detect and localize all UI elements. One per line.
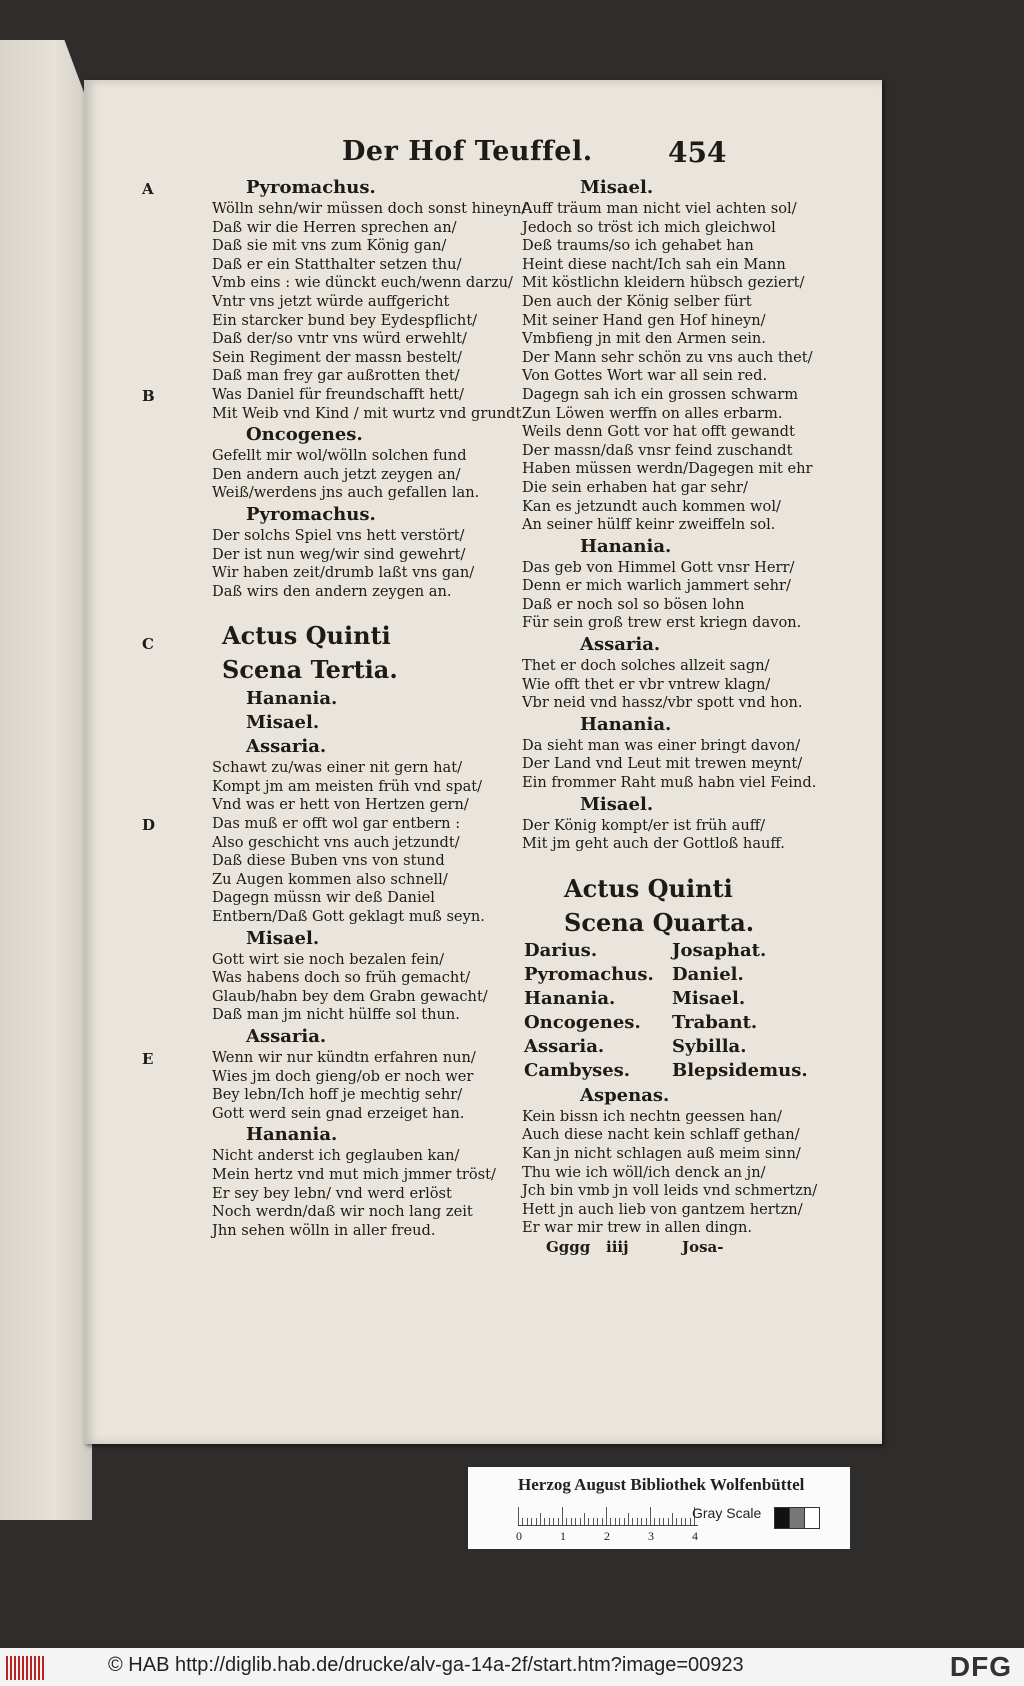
verse-line bbox=[436, 755, 803, 774]
verse-text: Der ist nun weg/wir sind gewehrt/ bbox=[212, 545, 466, 563]
ruler-tick bbox=[690, 1518, 691, 1525]
verse-line bbox=[436, 404, 783, 424]
speaker-name bbox=[436, 633, 766, 657]
verse-line bbox=[436, 497, 781, 517]
speaker-label: Misael. bbox=[580, 177, 654, 198]
speaker-label: Assaria. bbox=[246, 1026, 327, 1047]
verse-text: Mit Weib vnd Kind / mit wurtz vnd grundt. bbox=[212, 404, 526, 422]
scene-heading bbox=[436, 906, 766, 940]
verse-text: Weiß/werdens jns auch gefallen lan. bbox=[212, 484, 480, 502]
verse-line bbox=[436, 218, 776, 238]
ruler-tick bbox=[681, 1518, 682, 1525]
verse-text: Daß wir die Herren sprechen an/ bbox=[212, 218, 457, 236]
margin-marker: C bbox=[142, 635, 154, 654]
ruler-tick bbox=[632, 1518, 633, 1525]
verse-line bbox=[126, 404, 526, 424]
speaker-name bbox=[126, 1123, 456, 1147]
verse-text: Gott werd sein gnad erzeiget han. bbox=[212, 1104, 465, 1122]
verse-line bbox=[126, 545, 466, 565]
verse-text: Die sein erhaben hat gar sehr/ bbox=[522, 478, 748, 496]
verse-line bbox=[436, 596, 766, 615]
ruler-tick bbox=[646, 1518, 647, 1525]
verse-line bbox=[126, 796, 469, 815]
ruler-tick bbox=[615, 1518, 616, 1525]
ruler-tick bbox=[549, 1518, 550, 1525]
verse-line bbox=[436, 367, 766, 386]
ruler-tick bbox=[553, 1518, 554, 1525]
verse-text: Thet er doch solches allzeit sagn/ bbox=[522, 657, 770, 675]
ruler-tick bbox=[610, 1518, 611, 1525]
verse-line bbox=[126, 1203, 473, 1222]
verse-text: Daß er noch sol so bösen lohn bbox=[522, 595, 745, 613]
verse-text: Vmb eins : wie dünckt euch/wenn darzu/ bbox=[212, 274, 513, 292]
verse-line bbox=[126, 330, 467, 349]
verse-text: Dagegn sah ich ein grossen schwarm bbox=[522, 385, 799, 403]
verse-text: Bey lebn/Ich hoff je mechtig sehr/ bbox=[212, 1086, 463, 1104]
verse-text: Von Gottes Wort war all sein red. bbox=[522, 367, 768, 385]
speaker-name bbox=[436, 793, 766, 817]
verse-text: Kompt jm am meisten früh vnd spat/ bbox=[212, 777, 483, 795]
verse-text: Der Mann sehr schön zu vns auch thet/ bbox=[522, 348, 813, 366]
verse-text: Wölln sehn/wir müssen doch sonst hineyn/ bbox=[212, 200, 527, 217]
ruler-tick bbox=[619, 1518, 620, 1525]
verse-line bbox=[436, 675, 771, 695]
verse-text: Daß man jm nicht hülffe sol thun. bbox=[212, 1006, 460, 1024]
gray-swatch-black bbox=[774, 1507, 790, 1529]
book-page bbox=[84, 80, 882, 1444]
cast-row bbox=[436, 1036, 766, 1060]
verse-line bbox=[126, 777, 483, 797]
speaker-label: Assaria. bbox=[580, 634, 661, 656]
ruler-tick bbox=[571, 1518, 572, 1525]
spacer bbox=[126, 601, 456, 619]
cast-name: Pyromachus. bbox=[524, 963, 654, 985]
scene-heading bbox=[126, 619, 456, 653]
verse-text: Ein frommer Raht muß habn viel Feind. bbox=[522, 774, 817, 792]
speaker-label: Hanania. bbox=[246, 1124, 338, 1146]
ruler-tick bbox=[580, 1518, 581, 1525]
verse-line bbox=[126, 348, 462, 368]
ruler-number: 3 bbox=[648, 1529, 654, 1543]
ruler-tick bbox=[676, 1518, 677, 1525]
heading-text: Scena Quarta. bbox=[564, 907, 755, 937]
verse-text: Er sey bey lebn/ vnd werd erlöst bbox=[212, 1184, 452, 1202]
ruler-tick bbox=[602, 1518, 603, 1525]
verse-text: Der König kompt/er ist früh auff/ bbox=[522, 816, 765, 834]
verse-text: Das muß er offt wol gar entbern : bbox=[212, 815, 461, 833]
verse-text: Daß diese Buben vns von stund bbox=[212, 852, 445, 870]
cast-row bbox=[436, 1059, 808, 1084]
verse-line bbox=[436, 1219, 766, 1238]
verse-line bbox=[126, 526, 465, 546]
cast-name: Josaphat. bbox=[672, 939, 767, 961]
running-header bbox=[84, 136, 882, 176]
verse-text: Das geb von Himmel Gott vnsr Herr/ bbox=[522, 558, 795, 576]
verse-line bbox=[436, 1182, 818, 1201]
verse-text: Gott wirt sie noch bezalen fein/ bbox=[212, 950, 445, 968]
ruler-tick bbox=[558, 1518, 559, 1525]
ruler-tick bbox=[672, 1513, 673, 1525]
ruler-tick bbox=[544, 1518, 545, 1525]
margin-marker: A bbox=[142, 180, 154, 198]
cast-name: Blepsidemus. bbox=[672, 1059, 808, 1081]
verse-text: Er war mir trew in allen dingn. bbox=[522, 1219, 753, 1237]
speaker-label: Hanania. bbox=[246, 688, 338, 710]
ruler-tick bbox=[584, 1513, 585, 1525]
verse-text: Noch werdn/daß wir noch lang zeit bbox=[212, 1203, 473, 1221]
ruler-tick bbox=[588, 1518, 589, 1525]
spacer bbox=[436, 854, 766, 872]
margin-marker: B bbox=[142, 386, 155, 405]
verse-line bbox=[126, 385, 464, 405]
verse-text: Der Land vnd Leut mit trewen meynt/ bbox=[522, 755, 803, 773]
verse-line bbox=[126, 969, 471, 988]
verse-line bbox=[436, 200, 797, 219]
ruler-number: 4 bbox=[692, 1529, 698, 1543]
facing-page-edge bbox=[0, 40, 92, 1520]
verse-line bbox=[436, 614, 802, 633]
cast-row bbox=[436, 1012, 766, 1036]
ruler-tick bbox=[668, 1518, 669, 1525]
verse-text: Entbern/Daß Gott geklagt muß seyn. bbox=[212, 908, 485, 926]
cast-row bbox=[436, 964, 766, 988]
verse-line bbox=[436, 237, 766, 256]
verse-line bbox=[126, 447, 467, 466]
verse-line bbox=[436, 694, 803, 713]
ruler-tick bbox=[628, 1513, 629, 1525]
verse-line bbox=[126, 759, 462, 778]
speaker-name bbox=[436, 535, 766, 559]
ruler-tick bbox=[566, 1518, 567, 1525]
speaker-label: Misael. bbox=[246, 712, 320, 734]
verse-line bbox=[126, 583, 456, 602]
cast-name: Darius. bbox=[524, 939, 598, 961]
verse-text: Da sieht man was einer bringt davon/ bbox=[522, 736, 801, 754]
verse-line bbox=[436, 1164, 766, 1183]
color-scale-card bbox=[468, 1467, 850, 1549]
signature-mark: Gggg bbox=[546, 1237, 591, 1256]
heading-text: Actus Quinti bbox=[564, 873, 733, 903]
verse-line bbox=[436, 577, 791, 596]
speaker-name bbox=[126, 176, 456, 200]
speaker-label: Pyromachus. bbox=[246, 177, 376, 198]
footer-url[interactable]: © HAB http://diglib.hab.de/drucke/alv-ga-14a-2f/start.htm?image=00923 bbox=[108, 1654, 744, 1676]
verse-text: Glaub/habn bey dem Grabn gewacht/ bbox=[212, 987, 488, 1005]
cast-name: Trabant. bbox=[672, 1011, 758, 1033]
cast-row bbox=[436, 940, 766, 964]
verse-text: Dagegn müssn wir deß Daniel bbox=[212, 889, 435, 907]
heading-text: Scena Tertia. bbox=[222, 655, 398, 685]
ruler-number: 1 bbox=[560, 1529, 566, 1543]
verse-line bbox=[126, 871, 456, 890]
verse-line bbox=[436, 255, 786, 275]
cast-name: Daniel. bbox=[672, 963, 744, 985]
verse-line bbox=[126, 833, 460, 853]
speaker-name bbox=[126, 1025, 456, 1049]
verse-line bbox=[126, 1006, 460, 1025]
signature-line bbox=[436, 1238, 766, 1260]
verse-text: Mit seiner Hand gen Hof hineyn/ bbox=[522, 311, 766, 329]
verse-line bbox=[436, 1107, 782, 1127]
verse-line bbox=[126, 293, 456, 312]
verse-text: Auff träum man nicht viel achten sol/ bbox=[522, 200, 797, 217]
verse-line bbox=[436, 479, 766, 498]
cast-name: Cambyses. bbox=[524, 1059, 631, 1081]
verse-line bbox=[436, 1126, 800, 1145]
ruler-tick bbox=[659, 1518, 660, 1525]
verse-line bbox=[436, 736, 801, 756]
running-title: Der Hof Teuffel. bbox=[342, 136, 593, 167]
ruler-tick bbox=[597, 1518, 598, 1525]
speaker-label: Hanania. bbox=[580, 535, 672, 557]
gray-scale-label: Gray Scale bbox=[692, 1505, 762, 1521]
verse-line bbox=[126, 200, 527, 219]
verse-text: An seiner hülff keinr zweiffeln sol. bbox=[522, 516, 776, 534]
verse-line bbox=[126, 852, 456, 871]
verse-text: Thu wie ich wöll/ich denck an jn/ bbox=[522, 1163, 766, 1181]
verse-line bbox=[126, 255, 462, 275]
speaker-label: Misael. bbox=[580, 793, 654, 815]
ruler-tick bbox=[650, 1507, 651, 1525]
verse-text: Mit jm geht auch der Gottloß hauff. bbox=[522, 835, 785, 853]
ruler-number: 0 bbox=[516, 1529, 522, 1543]
verse-line bbox=[126, 908, 485, 927]
barcode-icon bbox=[6, 1656, 46, 1680]
verse-line bbox=[126, 367, 460, 386]
verse-text: Wenn wir nur kündtn erfahren nun/ bbox=[212, 1049, 476, 1066]
verse-text: Wie offt thet er vbr vntrew klagn/ bbox=[522, 675, 771, 693]
verse-line bbox=[436, 385, 799, 405]
verse-line bbox=[126, 564, 475, 583]
speaker-name bbox=[436, 1084, 766, 1108]
verse-line bbox=[126, 1067, 474, 1087]
verse-text: Vmbfieng jn mit den Armen sein. bbox=[522, 330, 766, 348]
verse-line bbox=[126, 237, 456, 256]
verse-text: Wies jm doch gieng/ob er noch wer bbox=[212, 1067, 474, 1085]
speaker-name bbox=[436, 176, 766, 200]
verse-line bbox=[436, 558, 795, 578]
ruler-tick bbox=[527, 1518, 528, 1525]
verse-text: Weils denn Gott vor hat offt gewandt bbox=[522, 423, 795, 441]
gray-swatch-white bbox=[804, 1507, 820, 1529]
speaker-label: Assaria. bbox=[246, 736, 327, 758]
leaf-number: iiij bbox=[606, 1237, 629, 1256]
verse-text: Was Daniel für freundschafft hett/ bbox=[212, 385, 464, 403]
verse-text: Kein bissn ich nechtn geessen han/ bbox=[522, 1107, 782, 1125]
verse-line bbox=[126, 1185, 456, 1204]
verse-text: Daß sie mit vns zum König gan/ bbox=[212, 237, 447, 255]
verse-text: Den andern auch jetzt zeygen an/ bbox=[212, 465, 461, 483]
verse-line bbox=[436, 274, 805, 293]
ruler-tick bbox=[663, 1518, 664, 1525]
scene-heading bbox=[126, 653, 456, 687]
verse-line bbox=[436, 293, 766, 312]
ruler-tick bbox=[536, 1518, 537, 1525]
verse-text: Vntr vns jetzt würde auffgericht bbox=[212, 292, 450, 310]
speaker-name bbox=[126, 735, 456, 759]
verse-text: Nicht anderst ich geglauben kan/ bbox=[212, 1147, 460, 1165]
dfg-logo: DFG bbox=[949, 1651, 1012, 1682]
page-number: 454 bbox=[668, 136, 727, 169]
verse-line bbox=[436, 1145, 801, 1164]
verse-line bbox=[126, 889, 456, 908]
verse-text: Den auch der König selber fürt bbox=[522, 292, 752, 310]
verse-text: Daß man frey gar außrotten thet/ bbox=[212, 367, 460, 385]
footer-bar bbox=[0, 1648, 1024, 1686]
speaker-label: Pyromachus. bbox=[246, 503, 376, 525]
verse-line bbox=[126, 274, 513, 293]
gray-swatch-mid bbox=[789, 1507, 805, 1529]
ruler-tick bbox=[562, 1507, 563, 1525]
verse-line bbox=[436, 774, 817, 793]
ruler-tick bbox=[624, 1518, 625, 1525]
verse-line bbox=[436, 423, 795, 442]
verse-text: Was habens doch so früh gemacht/ bbox=[212, 969, 471, 987]
verse-text: Gefellt mir wol/wölln solchen fund bbox=[212, 447, 467, 465]
verse-text: Daß wirs den andern zeygen an. bbox=[212, 582, 452, 600]
verse-text: Zu Augen kommen also schnell/ bbox=[212, 870, 448, 888]
verse-line bbox=[436, 1200, 803, 1220]
verse-text: Jch bin vmb jn voll leids vnd schmertzn/ bbox=[522, 1182, 818, 1200]
ruler-tick bbox=[575, 1518, 576, 1525]
verse-line bbox=[126, 1086, 463, 1105]
cast-name: Misael. bbox=[672, 987, 746, 1009]
verse-text: Der solchs Spiel vns hett verstört/ bbox=[212, 526, 465, 544]
verse-text: Der massn/daß vnsr feind zuschandt bbox=[522, 441, 793, 459]
verse-line bbox=[436, 817, 766, 836]
verse-text: Heint diese nacht/Ich sah ein Mann bbox=[522, 255, 786, 273]
heading-text: Actus Quinti bbox=[222, 621, 391, 651]
speaker-name bbox=[436, 713, 766, 737]
ruler-tick bbox=[637, 1518, 638, 1525]
speaker-label: Aspenas. bbox=[580, 1084, 670, 1106]
library-name: Herzog August Bibliothek Wolfenbüttel bbox=[518, 1475, 805, 1494]
verse-line bbox=[436, 330, 766, 349]
verse-line bbox=[436, 460, 813, 479]
verse-line bbox=[126, 815, 461, 835]
verse-line bbox=[436, 516, 776, 535]
verse-line bbox=[126, 465, 461, 485]
verse-line bbox=[126, 1049, 476, 1068]
ruler-tick bbox=[540, 1513, 541, 1525]
verse-text: Zun Löwen werffn on alles erbarm. bbox=[522, 404, 783, 422]
ruler bbox=[518, 1505, 698, 1526]
verse-text: Daß er ein Statthalter setzen thu/ bbox=[212, 255, 462, 273]
verse-line bbox=[126, 311, 478, 331]
cast-row bbox=[436, 988, 766, 1012]
right-text-column bbox=[436, 176, 818, 1260]
verse-line bbox=[126, 484, 480, 503]
ruler-tick bbox=[685, 1518, 686, 1525]
cast-name: Hanania. bbox=[524, 987, 616, 1009]
verse-text: Vbr neid vnd hassz/vbr spott vnd hon. bbox=[522, 694, 803, 712]
ruler-number: 2 bbox=[604, 1529, 610, 1543]
speaker-name bbox=[126, 687, 456, 711]
verse-text: Vnd was er hett von Hertzen gern/ bbox=[212, 796, 469, 814]
speaker-name bbox=[126, 423, 456, 447]
margin-marker: E bbox=[142, 1050, 154, 1068]
left-text-column bbox=[126, 176, 527, 1240]
verse-text: Wir haben zeit/drumb laßt vns gan/ bbox=[212, 564, 475, 582]
verse-text: Also geschicht vns auch jetzundt/ bbox=[212, 833, 460, 851]
cast-name: Assaria. bbox=[524, 1035, 605, 1057]
verse-text: Mein hertz vnd mut mich jmmer tröst/ bbox=[212, 1165, 496, 1183]
verse-line bbox=[126, 1165, 496, 1185]
verse-text: Hett jn auch lieb von gantzem hertzn/ bbox=[522, 1200, 803, 1218]
verse-text: Schawt zu/was einer nit gern hat/ bbox=[212, 759, 462, 777]
verse-line bbox=[126, 219, 456, 238]
verse-text: Daß der/so vntr vns würd erwehlt/ bbox=[212, 330, 467, 348]
catchword: Josa- bbox=[682, 1237, 724, 1256]
ruler-tick bbox=[606, 1507, 607, 1525]
verse-line bbox=[436, 657, 770, 676]
verse-line bbox=[126, 987, 488, 1007]
verse-text: Für sein groß trew erst kriegn davon. bbox=[522, 614, 802, 632]
verse-text: Mit köstlichn kleidern hübsch geziert/ bbox=[522, 274, 805, 292]
ruler-tick bbox=[654, 1518, 655, 1525]
cast-name: Oncogenes. bbox=[524, 1011, 641, 1033]
verse-line bbox=[126, 1104, 465, 1124]
verse-line bbox=[436, 312, 766, 331]
verse-text: Ein starcker bund bey Eydespflicht/ bbox=[212, 311, 478, 329]
verse-line bbox=[436, 348, 813, 368]
speaker-name bbox=[126, 503, 456, 527]
verse-text: Jedoch so tröst ich mich gleichwol bbox=[522, 218, 776, 236]
ruler-tick bbox=[522, 1518, 523, 1525]
speaker-name bbox=[126, 711, 456, 735]
ruler-tick bbox=[518, 1507, 519, 1525]
speaker-label: Misael. bbox=[246, 927, 320, 949]
verse-text: Denn er mich warlich jammert sehr/ bbox=[522, 577, 791, 595]
verse-text: Sein Regiment der massn bestelt/ bbox=[212, 348, 462, 366]
verse-text: Kan es jetzundt auch kommen wol/ bbox=[522, 497, 781, 515]
verse-line bbox=[436, 835, 785, 854]
margin-marker: D bbox=[142, 816, 156, 835]
verse-line bbox=[126, 1222, 456, 1241]
ruler-tick bbox=[531, 1518, 532, 1525]
speaker-name bbox=[126, 927, 456, 951]
speaker-label: Oncogenes. bbox=[246, 424, 363, 446]
scene-heading bbox=[436, 872, 766, 906]
speaker-label: Hanania. bbox=[580, 713, 672, 735]
verse-text: Haben müssen werdn/Dagegen mit ehr bbox=[522, 460, 813, 478]
verse-text: Jhn sehen wölln in aller freud. bbox=[212, 1221, 436, 1239]
cast-name: Sybilla. bbox=[672, 1035, 747, 1057]
verse-line bbox=[126, 1147, 460, 1166]
verse-text: Auch diese nacht kein schlaff gethan/ bbox=[522, 1126, 800, 1144]
verse-line bbox=[126, 951, 456, 970]
verse-text: Kan jn nicht schlagen auß meim sinn/ bbox=[522, 1145, 801, 1162]
verse-text: Deß traums/so ich gehabet han bbox=[522, 237, 754, 255]
ruler-tick bbox=[593, 1518, 594, 1525]
ruler-tick bbox=[641, 1518, 642, 1525]
verse-line bbox=[436, 441, 793, 461]
